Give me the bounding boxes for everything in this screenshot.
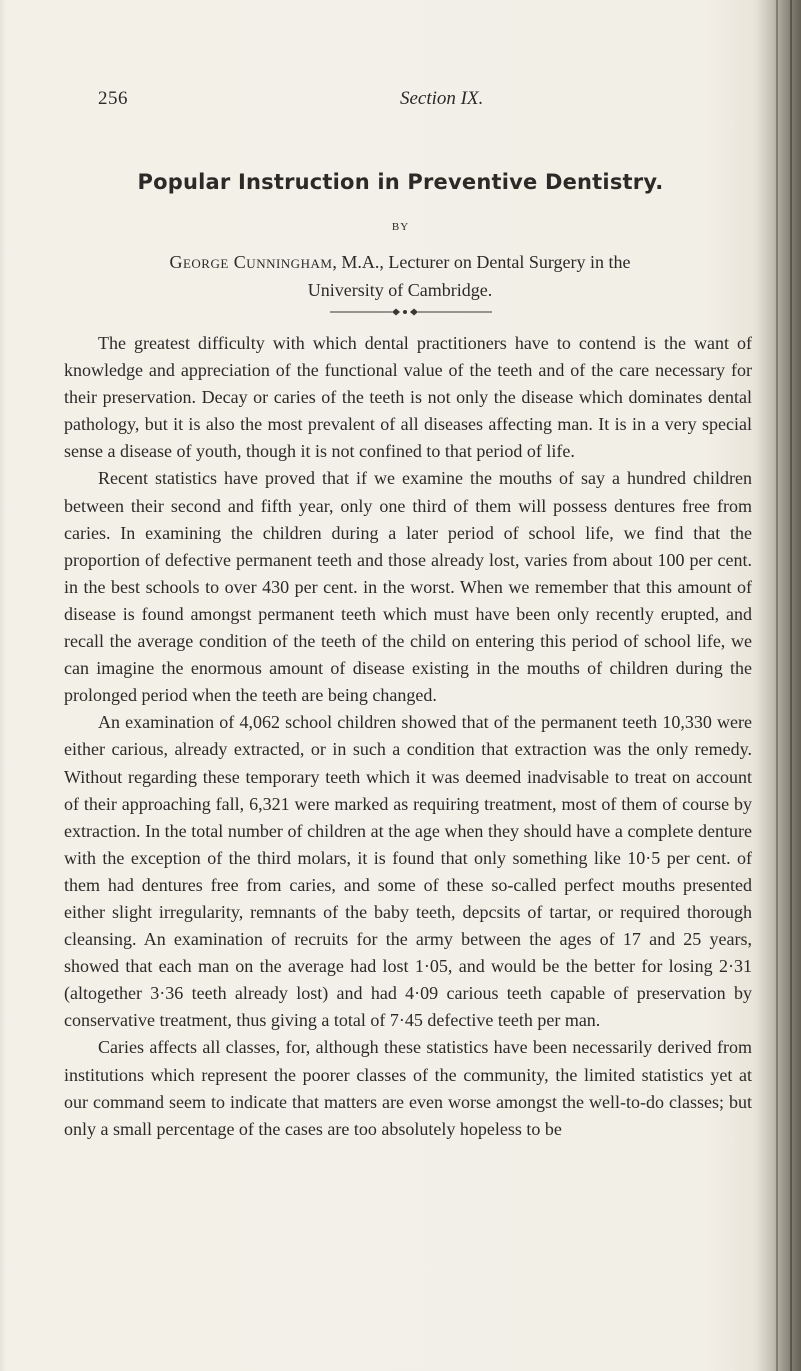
- author-byline: [150, 248, 650, 304]
- binding-line: [790, 0, 792, 1371]
- by-label: BY: [391, 221, 410, 233]
- page-left-shadow: [0, 0, 6, 1371]
- article-title: Popular Instruction in Preventive Dentistry.: [137, 170, 664, 194]
- binding-line: [776, 0, 778, 1371]
- paragraph: Recent statistics have proved that if we examine the mouths of say a hundred children between their second and fifth year, only one third of them will possess dentures free from caries. In examining the children during a later period of school life, we find that the proportion of defective permanent teeth and those already lost, varies from about 100 per cent. in the best schools to over 430 per cent. in the worst. When we remember that this amount of disease is found amongst permanent teeth which must have been only recently erupted, and recall the average condition of the teeth of the child on entering this period of school life, we can imagine the enormous amount of disease existing in the mouths of children during the prolonged period when the teeth are being changed.: [64, 468, 752, 706]
- paragraph: The greatest difficulty with which dental practitioners have to contend is the want of knowledge and appreciation of the functional value of the teeth and of the care necessary for their preservation. Decay or caries of the teeth is not only the disease which dominates dental pathology, but it is also the most prevalent of all diseases affecting man. It is in a very special sense a disease of youth, though it is not confined to that period of life.: [64, 333, 752, 462]
- ornament-divider-icon: [330, 307, 492, 317]
- page-number: 256: [98, 88, 128, 109]
- paragraph: Caries affects all classes, for, although these statistics have been necessarily derived from institutions which represent the poorer classes of the community, the limited statistics yet at our command seem to indicate that matters are even worse amongst the well-to-do classes; but only a small percentage of the cases are too absolutely hopeless to be: [64, 1037, 752, 1139]
- article-body: [64, 330, 752, 1143]
- author-credentials: , M.A., Lecturer on Dental Surgery in the University of Cambridge.: [307, 252, 631, 300]
- author-name: George Cunningham: [169, 252, 333, 272]
- section-label: Section IX.: [400, 88, 484, 109]
- paragraph: An examination of 4,062 school children showed that of the permanent teeth 10,330 were either carious, already extracted, or in such a condition that extraction was the only remedy. Without regarding these temporary teeth which it was deemed inadvisable to treat on account of their approaching fall, 6,321 were marked as requiring treatment, most of them of course by extraction. In the total number of children at the age when they should have a complete denture with the exception of the third molars, it is found that only something like 10·5 per cent. of them had dentures free from caries, and some of these so-called perfect mouths presented either slight irregularity, remnants of the baby teeth, depcsits of tartar, or required thorough cleansing. An examination of recruits for the army between the ages of 17 and 25 years, showed that each man on the average had lost 1·05, and would be the better for losing 2·31 (altogether 3·36 teeth already lost) and had 4·09 carious teeth capable of preservation by conservative treatment, thus giving a total of 7·45 defective teeth per man.: [64, 712, 752, 1031]
- binding-edge: [757, 0, 801, 1371]
- running-head: [98, 88, 738, 116]
